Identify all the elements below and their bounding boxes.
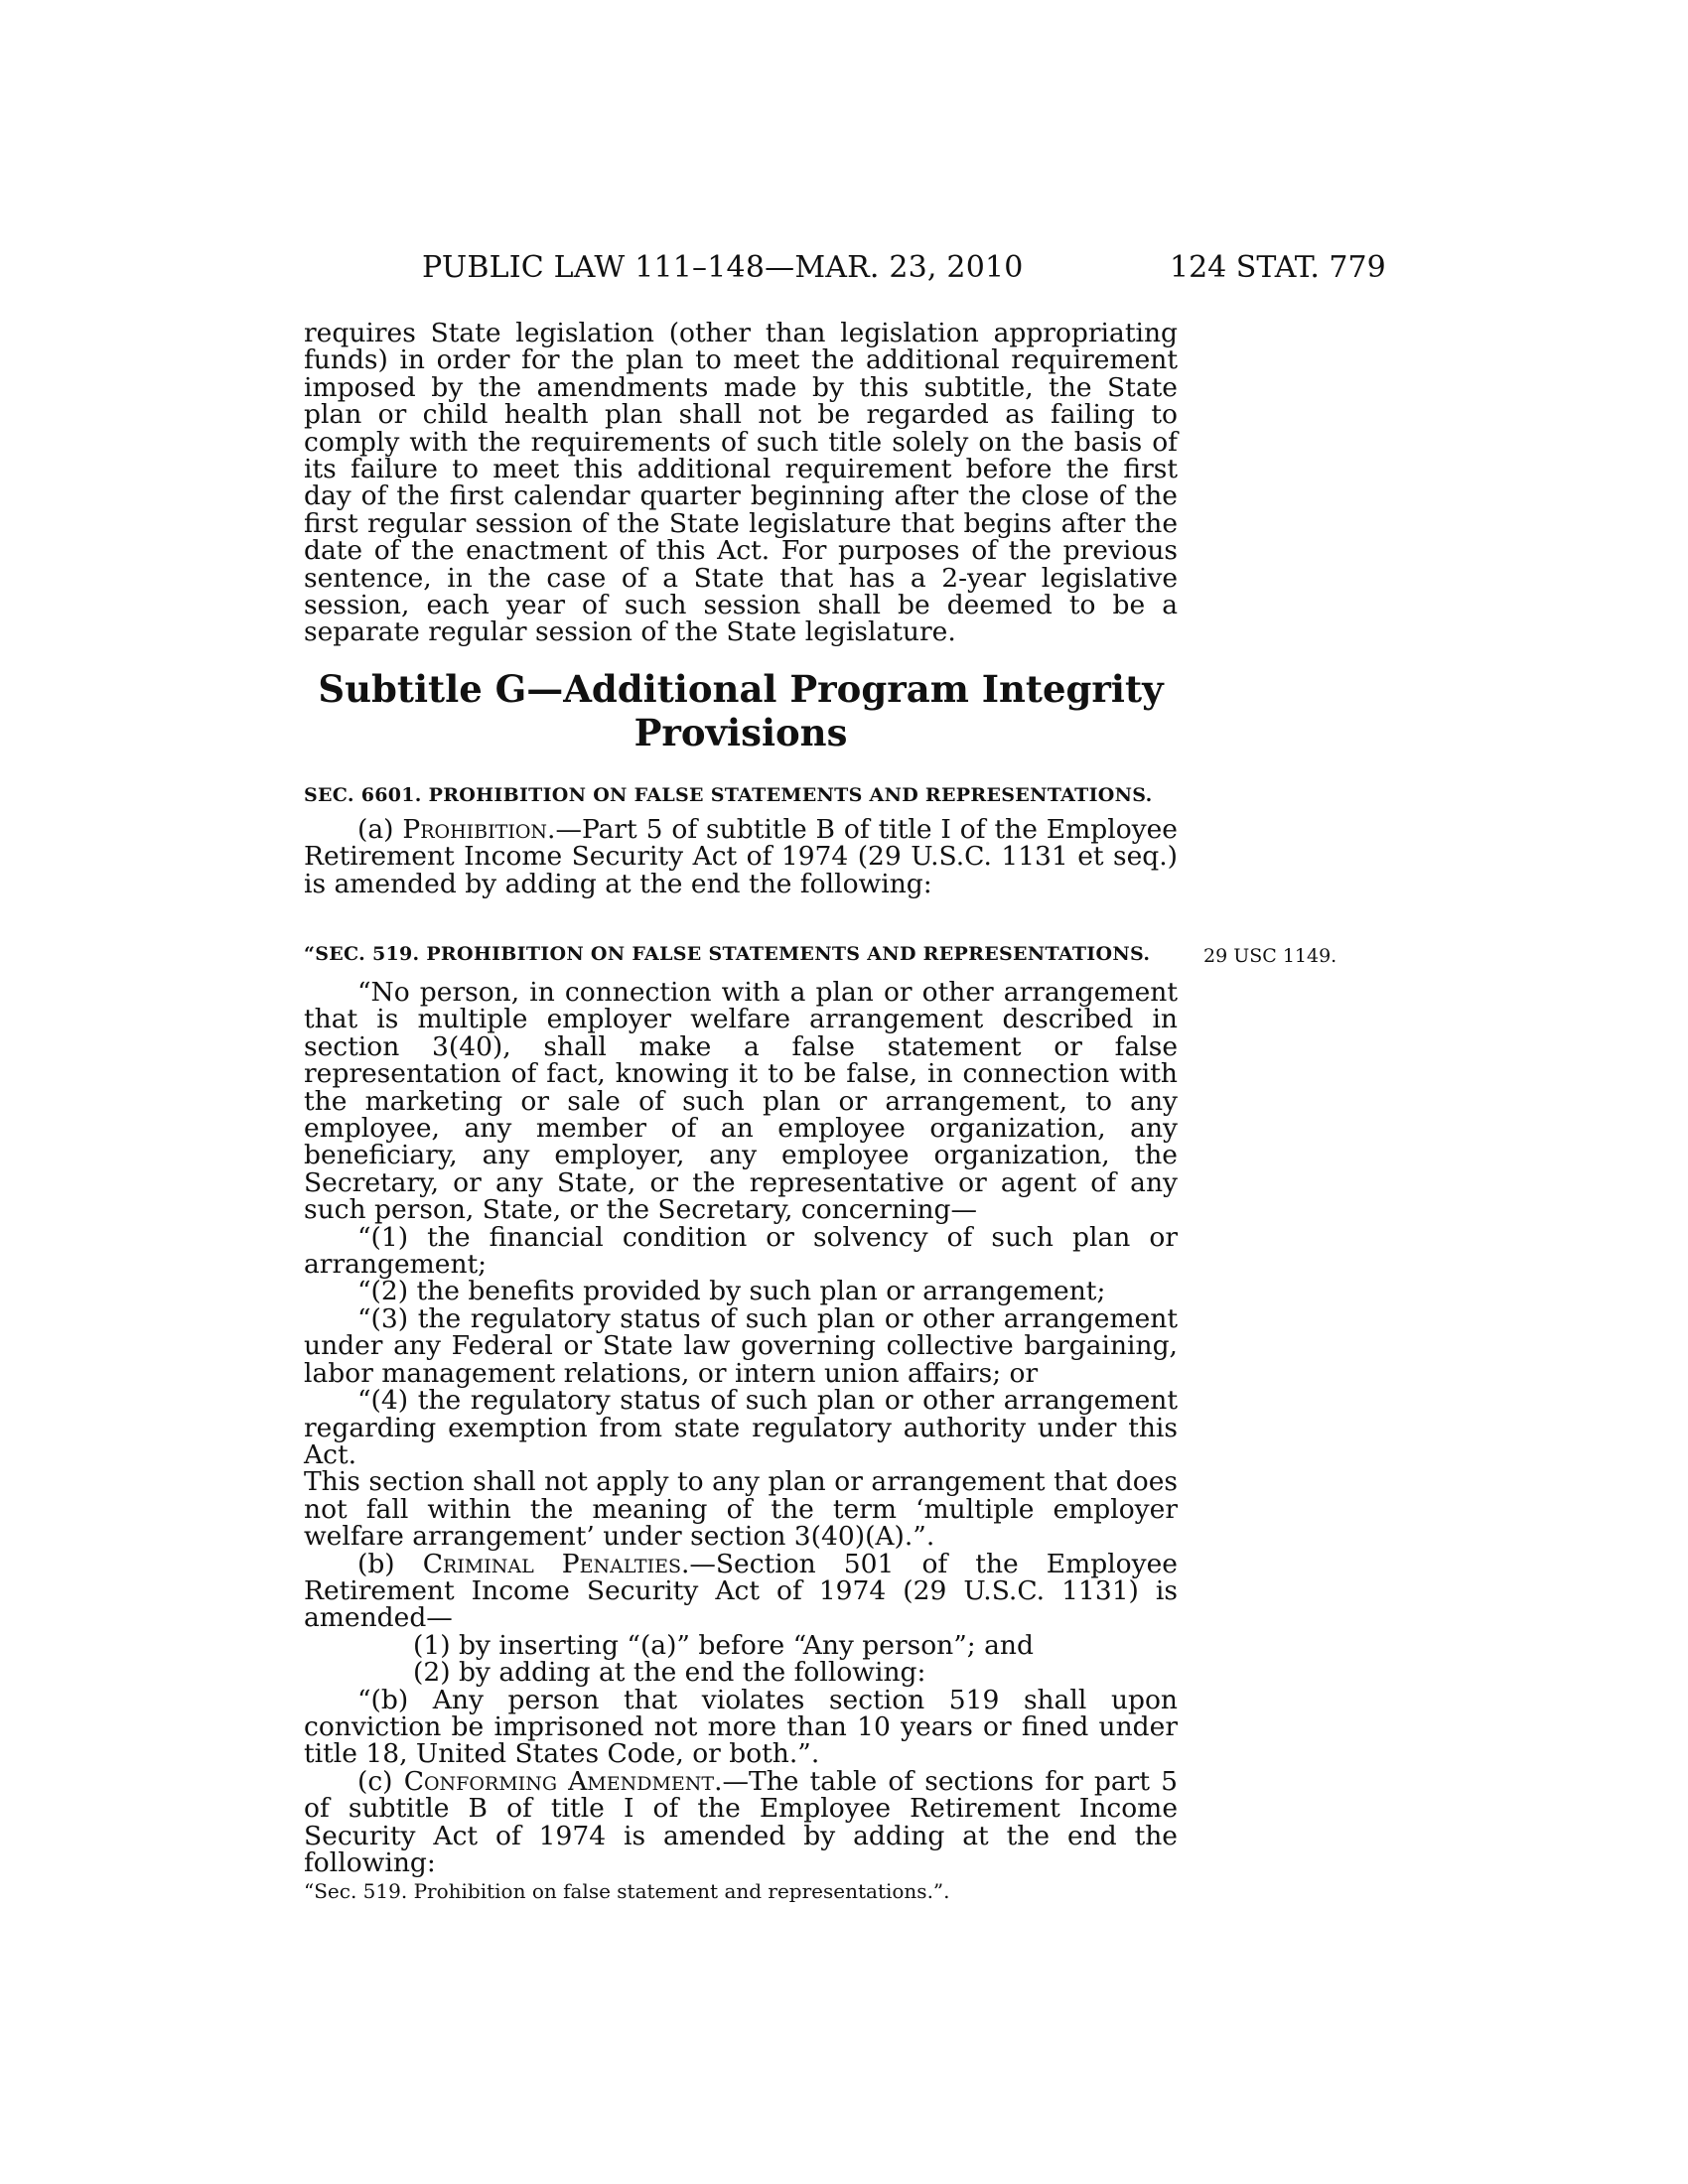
subsection-a-text: .—Part 5 of subtitle B of title I of the Employee Retirement Income Security Act of 1974 (29 U.S.C. 1131 et seq.) is amended by adding at the end the following: xyxy=(304,814,1178,899)
sec-519-item-4-text: “(4) the regulatory status of such plan or other arrangement regarding exemption from state regulatory authority under this Act. xyxy=(304,1385,1178,1470)
sec-6601-subsection-a xyxy=(304,816,1178,897)
subtitle-heading xyxy=(304,667,1178,754)
subtitle-line-1: Subtitle G—Additional Program Integrity xyxy=(318,667,1164,711)
sec-519-body: “No person, in connection with a plan or other arrangement that is multiple employer welfare arrangement described in section 3(40), shall make a false statement or false representation of fact, knowing it to be false, in connection with the marketing or sale of such plan or arrangement, to any employee, any member of an employee organization, any beneficiary, any employer, any employee organization, the Secretary, or any State, or the representative or agent of any such person, State, or the Secretary, concerning— xyxy=(304,977,1178,1226)
sec-519-item-2 xyxy=(248,1276,1178,1307)
subsection-c-label: (c) xyxy=(357,1765,404,1797)
subsection-a-title: Prohibition xyxy=(402,814,548,845)
sec-519-heading: “SEC. 519. PROHIBITION ON FALSE STATEMENTS AND REPRESENTATIONS. xyxy=(304,943,1151,965)
subsection-b-title: Criminal Penalties xyxy=(422,1548,681,1579)
sec-519-closing: This section shall not apply to any plan or arrangement that does not fall within the meaning of the term ‘multiple employer welfare arrangement’ under section 3(40)(A).”. xyxy=(304,1466,1178,1553)
subsection-c-text: .—The table of sections for part 5 of subtitle B of title I of the Employee Retirement Income Security Act of 1974 is amended by adding at the end the following: xyxy=(304,1765,1179,1878)
subsection-b-item-1: (1) by inserting “(a)” before “Any person”; and xyxy=(413,1629,1034,1661)
subsection-b xyxy=(304,1548,1178,1634)
subsection-b-text: .—Section 501 of the Employee Retirement Income Security Act of 1974 (29 U.S.C. 1131) is amended— xyxy=(304,1548,1178,1634)
running-header-stat: 124 STAT. 779 xyxy=(1170,250,1386,285)
margin-note-usc: 29 USC 1149. xyxy=(1203,945,1337,967)
sec-6601-block xyxy=(304,782,1178,897)
subsection-a-label: (a) xyxy=(357,814,403,845)
running-header-title: PUBLIC LAW 111–148—MAR. 23, 2010 xyxy=(422,250,1024,285)
subsection-c-title: Conforming Amendment xyxy=(403,1765,715,1797)
sec-519-block xyxy=(304,941,1178,1904)
sec-519-item-1-text: “(1) the financial condition or solvency of such plan or arrangement; xyxy=(304,1221,1178,1281)
subsection-b-quote: “(b) Any person that violates section 519 shall upon conviction be imprisoned not more than 10 years or fined under title 18, United States Code, or both.”. xyxy=(304,1684,1178,1770)
subsection-c xyxy=(304,1765,1179,1878)
subtitle-line-2: Provisions xyxy=(633,711,848,754)
intro-block xyxy=(304,320,1178,646)
sec-519-item-3 xyxy=(248,1302,1178,1389)
toc-entry: “Sec. 519. Prohibition on false statement and representations.”. xyxy=(304,1879,950,1904)
sec-519-item-4 xyxy=(248,1387,1178,1468)
intro-paragraph: requires State legislation (other than legislation appropriating funds) in order for the plan to meet the additional requirement imposed by the amendments made by this subtitle, the State plan or child health plan shall not be regarded as failing to comply with the requirements of such title solely on the basis of its failure to meet this additional requirement before the first day of the first calendar quarter beginning after the close of the first regular session of the State legislature that begins after the date of the enactment of this Act. For purposes of the previous sentence, in the case of a State that has a 2-year legislative session, each year of such session shall be deemed to be a separate regular session of the State legislature. xyxy=(304,318,1178,648)
sec-6601-heading: SEC. 6601. PROHIBITION ON FALSE STATEMENTS AND REPRESENTATIONS. xyxy=(304,784,1153,806)
sec-519-item-1 xyxy=(248,1221,1178,1281)
sec-519-item-3-text: “(3) the regulatory status of such plan or other arrangement under any Federal or State law governing collective bargaining, labor management relations, or intern union affairs; or xyxy=(304,1302,1178,1389)
sec-519-item-2-text: “(2) the benefits provided by such plan or arrangement; xyxy=(357,1276,1106,1307)
subsection-b-item-2: (2) by adding at the end the following: xyxy=(413,1657,926,1689)
subsection-b-label: (b) xyxy=(357,1548,423,1579)
